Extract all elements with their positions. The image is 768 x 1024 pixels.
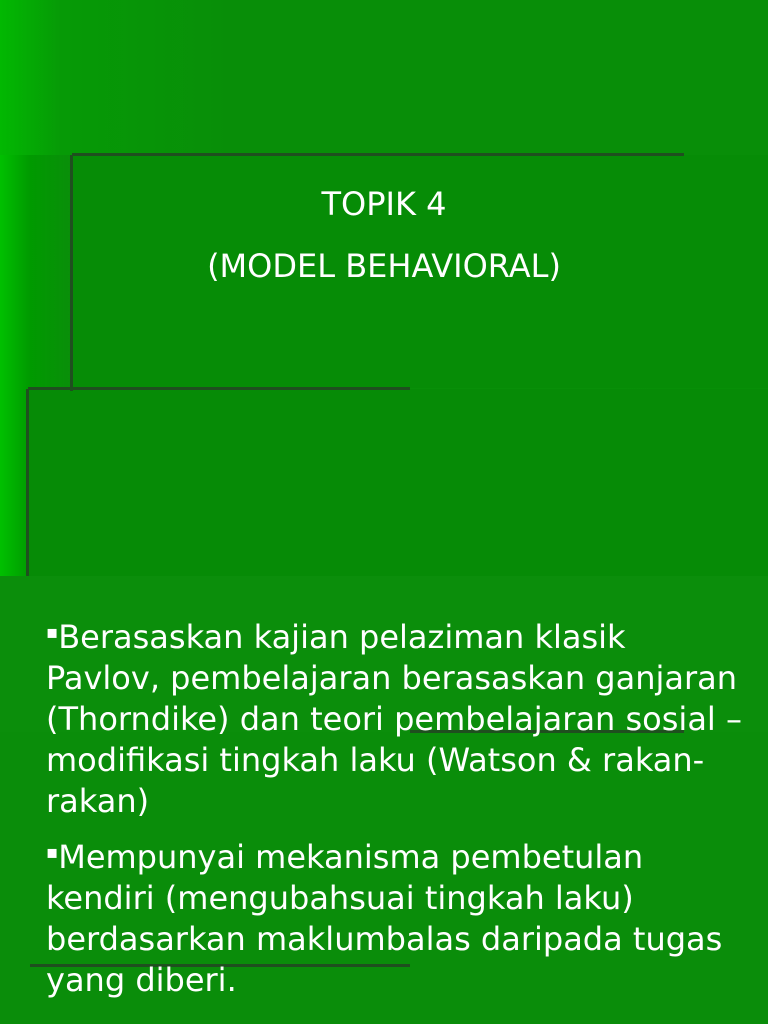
background-band-top: [0, 0, 768, 155]
bullet-item: [46, 832, 746, 1001]
decorative-line: [28, 387, 410, 390]
bullet-square-icon: ▪: [46, 622, 59, 643]
bullet-item: [46, 612, 746, 822]
bullet-text: Mempunyai mekanisma pembetulan kendiri (mengubahsuai tingkah laku) berdasarkan maklumbalas daripada tugas yang diberi.: [46, 838, 723, 999]
slide-subtitle: (MODEL BEHAVIORAL): [207, 247, 561, 285]
bullet-square-icon: ▪: [46, 842, 59, 863]
bullet-text: Berasaskan kajian pelaziman klasik Pavlov, pembelajaran berasaskan ganjaran (Thorndike) dan teori pembelajaran sosial – modifikasi tingkah laku (Watson & rakan-rakan): [46, 618, 742, 820]
decorative-line: [26, 389, 29, 576]
decorative-panel: [28, 389, 768, 576]
slide-title: TOPIK 4: [321, 185, 447, 223]
bullet-list: [46, 612, 746, 1011]
decorative-line: [72, 153, 684, 156]
